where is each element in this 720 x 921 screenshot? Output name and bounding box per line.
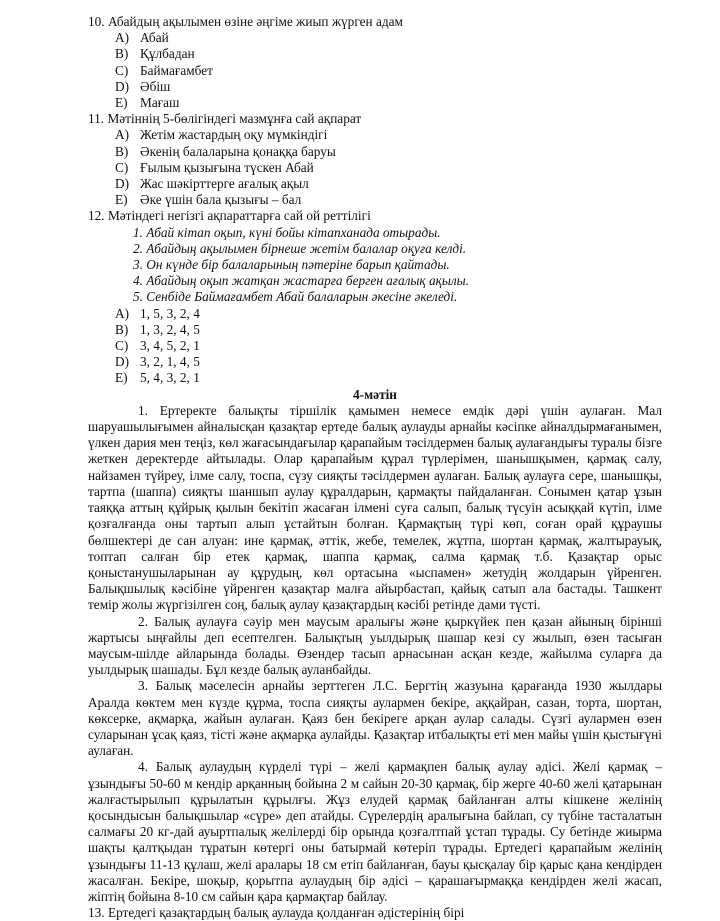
statement-item: 4. Абайдың оқып жатқан жастарға берген ағалық ақылы. [133, 273, 469, 289]
option-letter: C) [115, 159, 129, 175]
question-text: 10. Абайдың ақылымен өзіне әңгіме жиып жүрген адам [88, 14, 403, 29]
option-letter: E) [115, 370, 128, 386]
question-11 [88, 111, 662, 208]
option-text: Құлбадан [140, 46, 195, 62]
option-letter: D) [115, 176, 130, 192]
answer-option[interactable] [115, 322, 662, 338]
answer-option[interactable] [115, 160, 662, 176]
answer-option[interactable] [115, 354, 662, 370]
paragraph: 1. Ертеректе балықты тіршілік қамымен немесе емдік дәрі үшін аулаған. Мал шаруашылығымен айналысқан қазақтар ертеде балық аулауды арнайы кәсіпке айналдырмағанымен, үлкен дария мен теңіз, көл жағасындағылар қарапайым тәсілдермен балық аулағандығы туралы бізге жеткен деректерде айтылады. Олар қарапайым құрал түрлерімен, шанышқымен, қармақ салу, найзамен түйреу, ілме салу, тоспа, сүзу сияқты тәсілдермен аулаған. Балық аулауға сере, шанышқы, тартпа (шаппа) сияқты шаншып аулау құралдарын, қармақты пайдаланған. Сонымен қатар ұзын таяққа аттың құйрық қылын бекітіп жасаған ілмені суға салып, балық түсуін асыққай күтіп, ілме қозғалғанда оны тартып алып ұстайтын болған. Қармақтың түрі көп, соған орай құраушы бөлшектері де сан алуан: ине қармақ, әттік, жебе, темелек, жұтпа, шортан қармақ, жалтырауық, топтап салған бір етек қармақ, шаппа қармақ, салма қармақ т.б. Қазақтар орыс қоныстанушыларынан ау құрудың, көл ортасына «ыспамен» жетудің жолдарын үйренген. Балықшылық кәсібіне үйренген қазақтар малға айырбастап, қайық сатып ала бастады. Ташкент темір жолы жүргізілген соң, балық аулау қазақтардың кәсібі ретінде дами түсті. [88, 402, 662, 613]
text-4-section [88, 387, 662, 906]
option-text: Жетім жастардың оқу мүмкіндігі [140, 127, 328, 143]
paragraph: 3. Балық мәселесін арнайы зерттеген Л.С. Бергтің жазуына қарағанда 1930 жылдары Аралда көктем мен күзде құрма, тоспа сияқты аулармен бекіре, аққайран, сазан, торта, шортан, көксерке, ақмарқа, жайын аулаған. Қаяз бен бекіреге арқан аулар салады. Сүзгі аулармен өзен суларынан ұсақ қаяз, тісті және ақмарқа аулайды. Қазақтар итбалықты еті мен майы үшін қыстығүні аулаған. [88, 678, 662, 759]
answer-option[interactable] [115, 63, 662, 79]
option-letter: A) [115, 30, 130, 46]
option-text: 5, 4, 3, 2, 1 [140, 370, 200, 386]
answer-option[interactable] [115, 30, 662, 46]
option-text: Әкенің балаларына қонаққа баруы [140, 143, 336, 159]
option-letter: A) [115, 305, 130, 321]
option-letter: E) [115, 95, 128, 111]
option-text: Әбіш [140, 78, 171, 94]
option-text: Жас шәкірттерге ағалық ақыл [140, 176, 309, 192]
question-12 [88, 208, 662, 386]
answer-option[interactable] [115, 46, 662, 62]
answer-option[interactable] [115, 192, 662, 208]
option-text: Әке үшін бала қызығы – бал [140, 192, 302, 208]
question-10 [88, 14, 662, 111]
option-letter: A) [115, 127, 130, 143]
answer-option[interactable] [115, 79, 662, 95]
option-text: 1, 3, 2, 4, 5 [140, 321, 200, 337]
paragraph: 4. Балық аулаудың күрделі түрі – желі қармақпен балық аулау әдісі. Желі қармақ – ұзындығы 50-60 м кендір арқанның бойына 2 м сайын 20-30 қармақ, бір жерге 40-60 желі қатарынан жалғастырылып құрылатын құрылғы. Жұз елудей қармақ байланған алты кішкене желінің қосындысын балықшылар «сүре» деп атайды. Сүрелердің аралығына байлап, су түбіне тасталатын салмағы 20 кг-дай ауыртпалық желілерді бір орында қозғалтпай ұстап тұрады. Су бетінде жиырма шақты қалтқыдан тұратын көтергі оны батырмай көтеріп тұрады. Ертедегі қарапайым желінің ұзындығы 11-13 құлаш, желі аралары 18 см етіп байланған, бауы қысқалау бір қарыс қана кендірден жасалған. Бекіре, шоқыр, қорытпа аулаудың бір әдісі – қарашағырмаққа кендірден желі жасап, жіптің бойына 8-10 см сайын қара қармақтар байлау. [88, 759, 662, 904]
option-letter: B) [115, 46, 129, 62]
section-title: 4-мәтін [353, 386, 397, 402]
statement-item: 5. Сенбіде Баймағамбет Абай балаларын әкесіне әкеледі. [133, 289, 458, 305]
answer-option[interactable] [115, 144, 662, 160]
option-text: 3, 4, 5, 2, 1 [140, 338, 200, 354]
question-13 [88, 905, 662, 921]
paragraph: 2. Балық аулауға сәуір мен маусым аралығы және қыркүйек пен қазан айының бірінші жартысы ыңғайлы деп есептелген. Балықтың уылдырық шашар кезі су жылып, өзен тасыған маусым-шілде айларында болады. Өзендер тасып арнасынан асқан кезде, жайылма суларға да уылдырық шашады. Бұл кезде балық ауланбайды. [88, 613, 662, 678]
question-text: 12. Мәтіндегі негізгі ақпараттарға сай ой реттілігі [88, 208, 371, 224]
option-text: 1, 5, 3, 2, 4 [140, 305, 200, 321]
option-text: Ғылым қызығына түскен Абай [140, 159, 314, 175]
answer-option[interactable] [115, 95, 662, 111]
answer-option[interactable] [115, 306, 662, 322]
question-text: 13. Ертедегі қазақтардың балық аулауда қолданған әдістерінің бірі [88, 905, 465, 921]
option-letter: B) [115, 143, 129, 159]
question-text: 11. Мәтіннің 5-бөлігіндегі мазмұнға сай ақпарат [88, 111, 362, 127]
option-letter: C) [115, 62, 129, 78]
answer-option[interactable] [115, 370, 662, 386]
option-text: 3, 2, 1, 4, 5 [140, 354, 200, 370]
statement-item: 3. Он күнде бір балаларының пәтеріне барып қайтады. [133, 257, 450, 273]
option-text: Баймағамбет [140, 62, 213, 78]
option-letter: C) [115, 338, 129, 354]
option-text: Абай [140, 30, 169, 46]
answer-option[interactable] [115, 176, 662, 192]
option-text: Мағаш [140, 95, 180, 111]
answer-option[interactable] [115, 127, 662, 143]
answer-option[interactable] [115, 338, 662, 354]
option-letter: B) [115, 321, 129, 337]
statement-item: 1. Абай кітап оқып, күні бойы кітапханада отырады. [133, 224, 441, 240]
statement-item: 2. Абайдың ақылымен бірнеше жетім балалар оқуға келді. [133, 240, 467, 256]
option-letter: E) [115, 192, 128, 208]
option-letter: D) [115, 78, 130, 94]
option-letter: D) [115, 354, 130, 370]
